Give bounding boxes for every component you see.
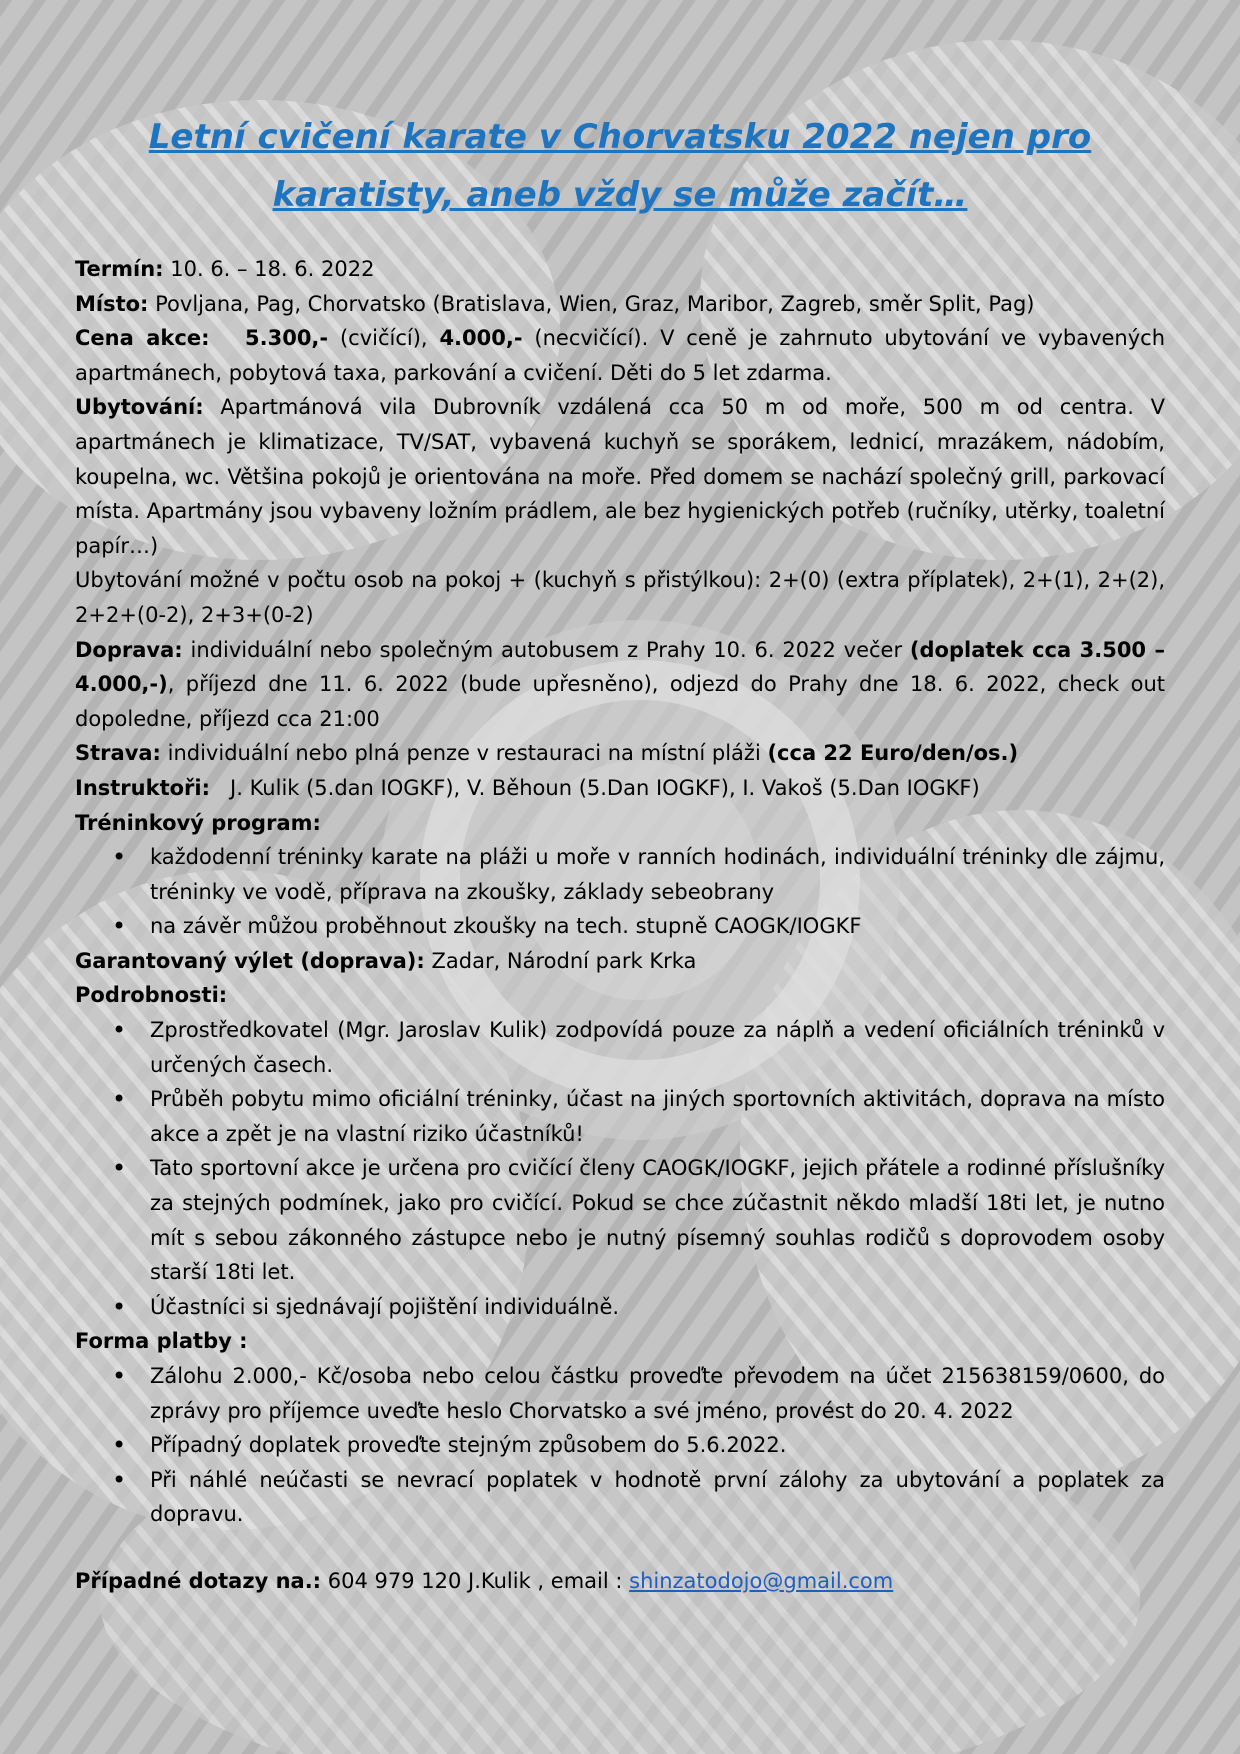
termin-text: 10. 6. – 18. 6. 2022 <box>163 257 375 281</box>
dotazy-text: 604 979 120 J.Kulik , email : <box>321 1568 630 1593</box>
vylet-label: Garantovaný výlet (doprava): <box>75 948 425 973</box>
cena-price-1: 5.300,- <box>245 326 329 351</box>
list-item: • Zprostředkovatel (Mgr. Jaroslav Kulik) zodpovídá pouze za náplň a vedení oficiálních tréninků v určených časech. <box>150 1013 1165 1082</box>
strava-bold: (cca 22 Euro/den/os.) <box>767 741 1019 766</box>
misto-label: Místo: <box>75 291 149 316</box>
title-line-1: Letní cvičení karate v Chorvatsku 2022 nejen pro <box>148 117 1092 157</box>
termin-label: Termín: <box>75 257 164 281</box>
strava-label: Strava: <box>75 741 161 766</box>
ubytovani-label: Ubytování: <box>75 395 204 420</box>
doprava-paragraph <box>75 633 1165 737</box>
list-item: • Případný doplatek proveďte stejným způsobem do 5.6.2022. <box>150 1428 1165 1463</box>
doprava-text-2: , příjezd dne 11. 6. 2022 (bude upřesněno), odjezd do Prahy dne 18. 6. 2022, check out dopoledne, příjezd cca 21:00 <box>75 672 1165 731</box>
doprava-label: Doprava: <box>75 637 183 662</box>
platba-list <box>75 1359 1165 1532</box>
doprava-bold: (doplatek cca 3.500 – 4.000,-) <box>75 637 1165 697</box>
ubytovani-pocet-paragraph: Ubytování možné v počtu osob na pokoj + (kuchyň s přistýlkou): 2+(0) (extra příplatek), 2+(1), 2+(2), 2+2+(0-2), 2+3+(0-2) <box>75 568 1165 627</box>
treninkovy-list <box>75 840 1165 944</box>
dotazy-label: Případné dotazy na.: <box>75 1568 322 1593</box>
instruktori-paragraph <box>75 771 1165 806</box>
platba-heading: Forma platby : <box>75 1329 248 1354</box>
termin-paragraph <box>75 252 1165 287</box>
vylet-text: Zadar, Národní park Krka <box>424 948 697 973</box>
podrobnosti-heading: Podrobnosti: <box>75 983 228 1008</box>
ubytovani-text: Apartmánová vila Dubrovník vzdálená cca 50 m od moře, 500 m od centra. V apartmánech je klimatizace, TV/SAT, vybavená kuchyň se sporákem, lednicí, mrazákem, nádobím, koupelna, wc. Většina pokojů je orientována na moře. Před domem se nachází společný grill, parkovací místa. Apartmány jsou vybaveny ložním prádlem, ale bez hygienických potřeb (ručníky, utěrky, toaletní papír…) <box>75 395 1166 558</box>
ubytovani-paragraph <box>75 390 1165 563</box>
document-title <box>75 108 1165 224</box>
misto-text: Povljana, Pag, Chorvatsko (Bratislava, Wien, Graz, Maribor, Zagreb, směr Split, Pag) <box>148 291 1035 316</box>
cena-text-2: (necvičící). V ceně je zahrnuto ubytování ve vybavených apartmánech, pobytová taxa, parkování a cvičení. Děti do 5 let zdarma. <box>75 326 1166 385</box>
cena-text-1: (cvičící), <box>328 326 440 351</box>
instruktori-text: J. Kulik (5.dan IOGKF), V. Běhoun (5.Dan IOGKF), I. Vakoš (5.Dan IOGKF) <box>210 775 980 800</box>
list-item: • každodenní tréninky karate na pláži u moře v ranních hodinách, individuální tréninky dle zájmu, tréninky ve vodě, příprava na zkoušky, základy sebeobrany <box>150 840 1165 909</box>
cena-label: Cena akce: <box>75 326 210 351</box>
list-item: • Při náhlé neúčasti se nevrací poplatek v hodnotě první zálohy za ubytování a poplatek za dopravu. <box>150 1463 1165 1532</box>
doprava-text-1: individuální nebo společným autobusem z Prahy 10. 6. 2022 večer <box>182 637 910 662</box>
cena-paragraph <box>75 321 1165 390</box>
instruktori-label: Instruktoři: <box>75 775 210 800</box>
vylet-paragraph <box>75 944 1165 979</box>
list-item: • Účastníci si sjednávají pojištění individuálně. <box>150 1290 1165 1325</box>
list-item: • Zálohu 2.000,- Kč/osoba nebo celou částku proveďte převodem na účet 215638159/0600, do zprávy pro příjemce uveďte heslo Chorvatsko a své jméno, provést do 20. 4. 2022 <box>150 1359 1165 1428</box>
document-page <box>75 108 1165 1599</box>
dotazy-paragraph <box>75 1564 1165 1599</box>
cena-price-2: 4.000,- <box>439 326 523 351</box>
misto-paragraph <box>75 287 1165 322</box>
email-link[interactable]: shinzatodojo@gmail.com <box>629 1568 894 1593</box>
podrobnosti-list <box>75 1013 1165 1324</box>
strava-paragraph <box>75 736 1165 771</box>
list-item: • Průběh pobytu mimo oficiální tréninky, účast na jiných sportovních aktivitách, doprava na místo akce a zpět je na vlastní riziko účastníků! <box>150 1082 1165 1151</box>
strava-text: individuální nebo plná penze v restauraci na místní pláži <box>160 741 768 766</box>
treninkovy-heading: Tréninkový program: <box>75 810 321 835</box>
list-item: • na závěr můžou proběhnout zkoušky na tech. stupně CAOGK/IOGKF <box>150 909 1165 944</box>
list-item: • Tato sportovní akce je určena pro cvičící členy CAOGK/IOGKF, jejich přátele a rodinné příslušníky za stejných podmínek, jako pro cvičící. Pokud se chce zúčastnit někdo mladší 18ti let, je nutno mít s sebou zákonného zástupce nebo je nutný písemný souhlas rodičů s doprovodem osoby starší 18ti let. <box>150 1151 1165 1289</box>
title-line-2: karatisty, aneb vždy se může začít… <box>272 175 968 215</box>
